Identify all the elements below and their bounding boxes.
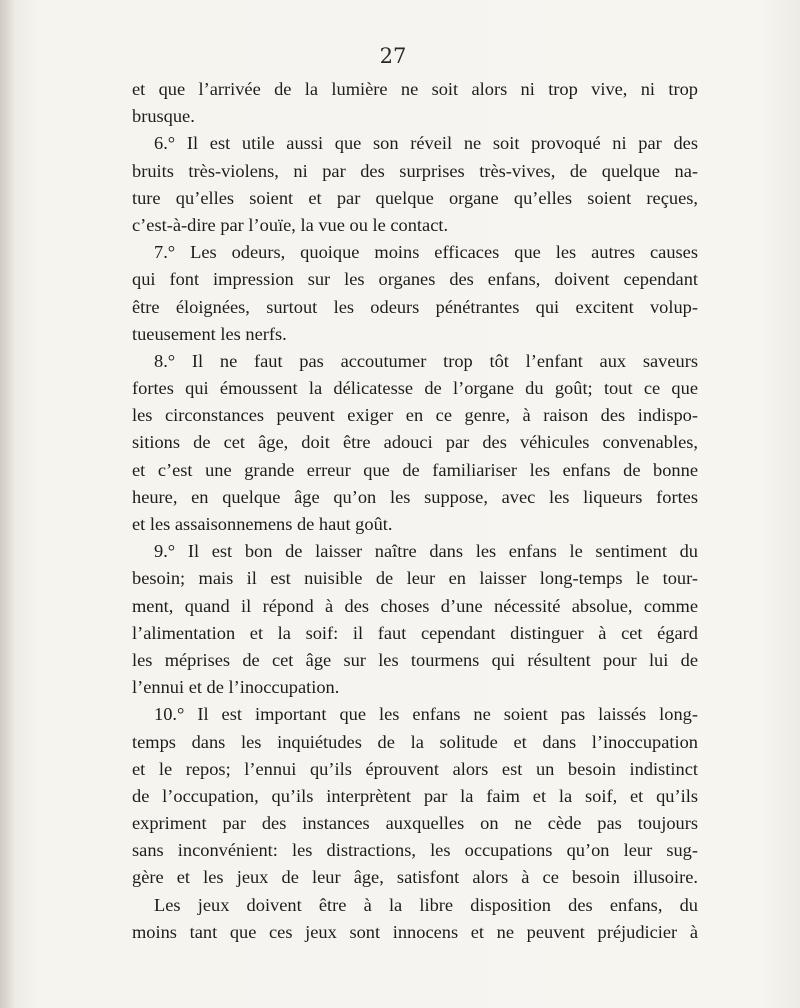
text-line: temps dans les inquiétudes de la solitude et dans l’inoccupation — [132, 731, 698, 752]
text-line: moins tant que ces jeux sont innocens et ne peuvent préjudicier à — [132, 921, 698, 942]
text-line: sans inconvénient: les distractions, les occupations qu’on leur sug- — [132, 840, 698, 861]
page-number: 27 — [379, 44, 407, 68]
text-line: bruits très-violens, ni par des surprises très-vives, de quelque na- — [132, 160, 698, 181]
text-line: être éloignées, surtout les odeurs pénétrantes qui excitent volup- — [132, 296, 698, 317]
text-line: sitions de cet âge, doit être adouci par des véhicules convenables, — [132, 432, 698, 453]
text-line: 9.° Il est bon de laisser naître dans les enfans le sentiment du — [154, 541, 698, 562]
text-line: qui font impression sur les organes des enfans, doivent cependant — [132, 269, 698, 290]
text-line: ment, quand il répond à des choses d’une nécessité absolue, comme — [132, 595, 698, 616]
text-line: et c’est une grande erreur que de familiariser les enfans de bonne — [132, 459, 698, 480]
text-line: et les assaisonnemens de haut goût. — [132, 514, 393, 534]
text-line: et que l’arrivée de la lumière ne soit alors ni trop vive, ni trop — [132, 79, 698, 99]
text-line: 8.° Il ne faut pas accoutumer trop tôt l’enfant aux saveurs — [154, 350, 698, 371]
text-line: besoin; mais il est nuisible de leur en laisser long-temps le tour- — [132, 568, 698, 589]
text-line: les méprises de cet âge sur les tourmens qui résultent pour lui de — [132, 649, 698, 670]
page-binding-edge — [0, 0, 14, 1008]
text-line: brusque. — [132, 106, 195, 127]
text-line: Les jeux doivent être à la libre disposition des enfans, du — [154, 894, 698, 915]
text-line: tueusement les nerfs. — [132, 323, 287, 344]
text-line: 7.° Les odeurs, quoique moins efficaces que les autres causes — [154, 242, 698, 263]
text-line: et le repos; l’ennui qu’ils éprouvent alors est un besoin indistinct — [132, 758, 698, 779]
text-line: heure, en quelque âge qu’on les suppose, avec les liqueurs fortes — [132, 486, 698, 507]
text-line: ture qu’elles soient et par quelque organe qu’elles soient reçues, — [132, 187, 698, 208]
text-line: l’alimentation et la soif: il faut cependant distinguer à cet égard — [132, 622, 698, 643]
body-text — [132, 76, 698, 946]
text-line: 10.° Il est important que les enfans ne soient pas laissés long- — [154, 704, 698, 725]
text-line: gère et les jeux de leur âge, satisfont alors à ce besoin illusoire. — [132, 867, 698, 888]
text-line: de l’occupation, qu’ils interprètent par la faim et la soif, et qu’ils — [132, 785, 698, 806]
text-line: l’ennui et de l’inoccupation. — [132, 677, 340, 698]
text-line: 6.° Il est utile aussi que son réveil ne soit provoqué ni par des — [154, 133, 698, 154]
text-line: expriment par des instances auxquelles on ne cède pas toujours — [132, 813, 698, 834]
text-line: les circonstances peuvent exiger en ce genre, à raison des indispo- — [132, 405, 698, 426]
text-line: c’est-à-dire par l’ouïe, la vue ou le contact. — [132, 214, 449, 235]
text-line: fortes qui émoussent la délicatesse de l’organe du goût; tout ce que — [132, 378, 698, 399]
